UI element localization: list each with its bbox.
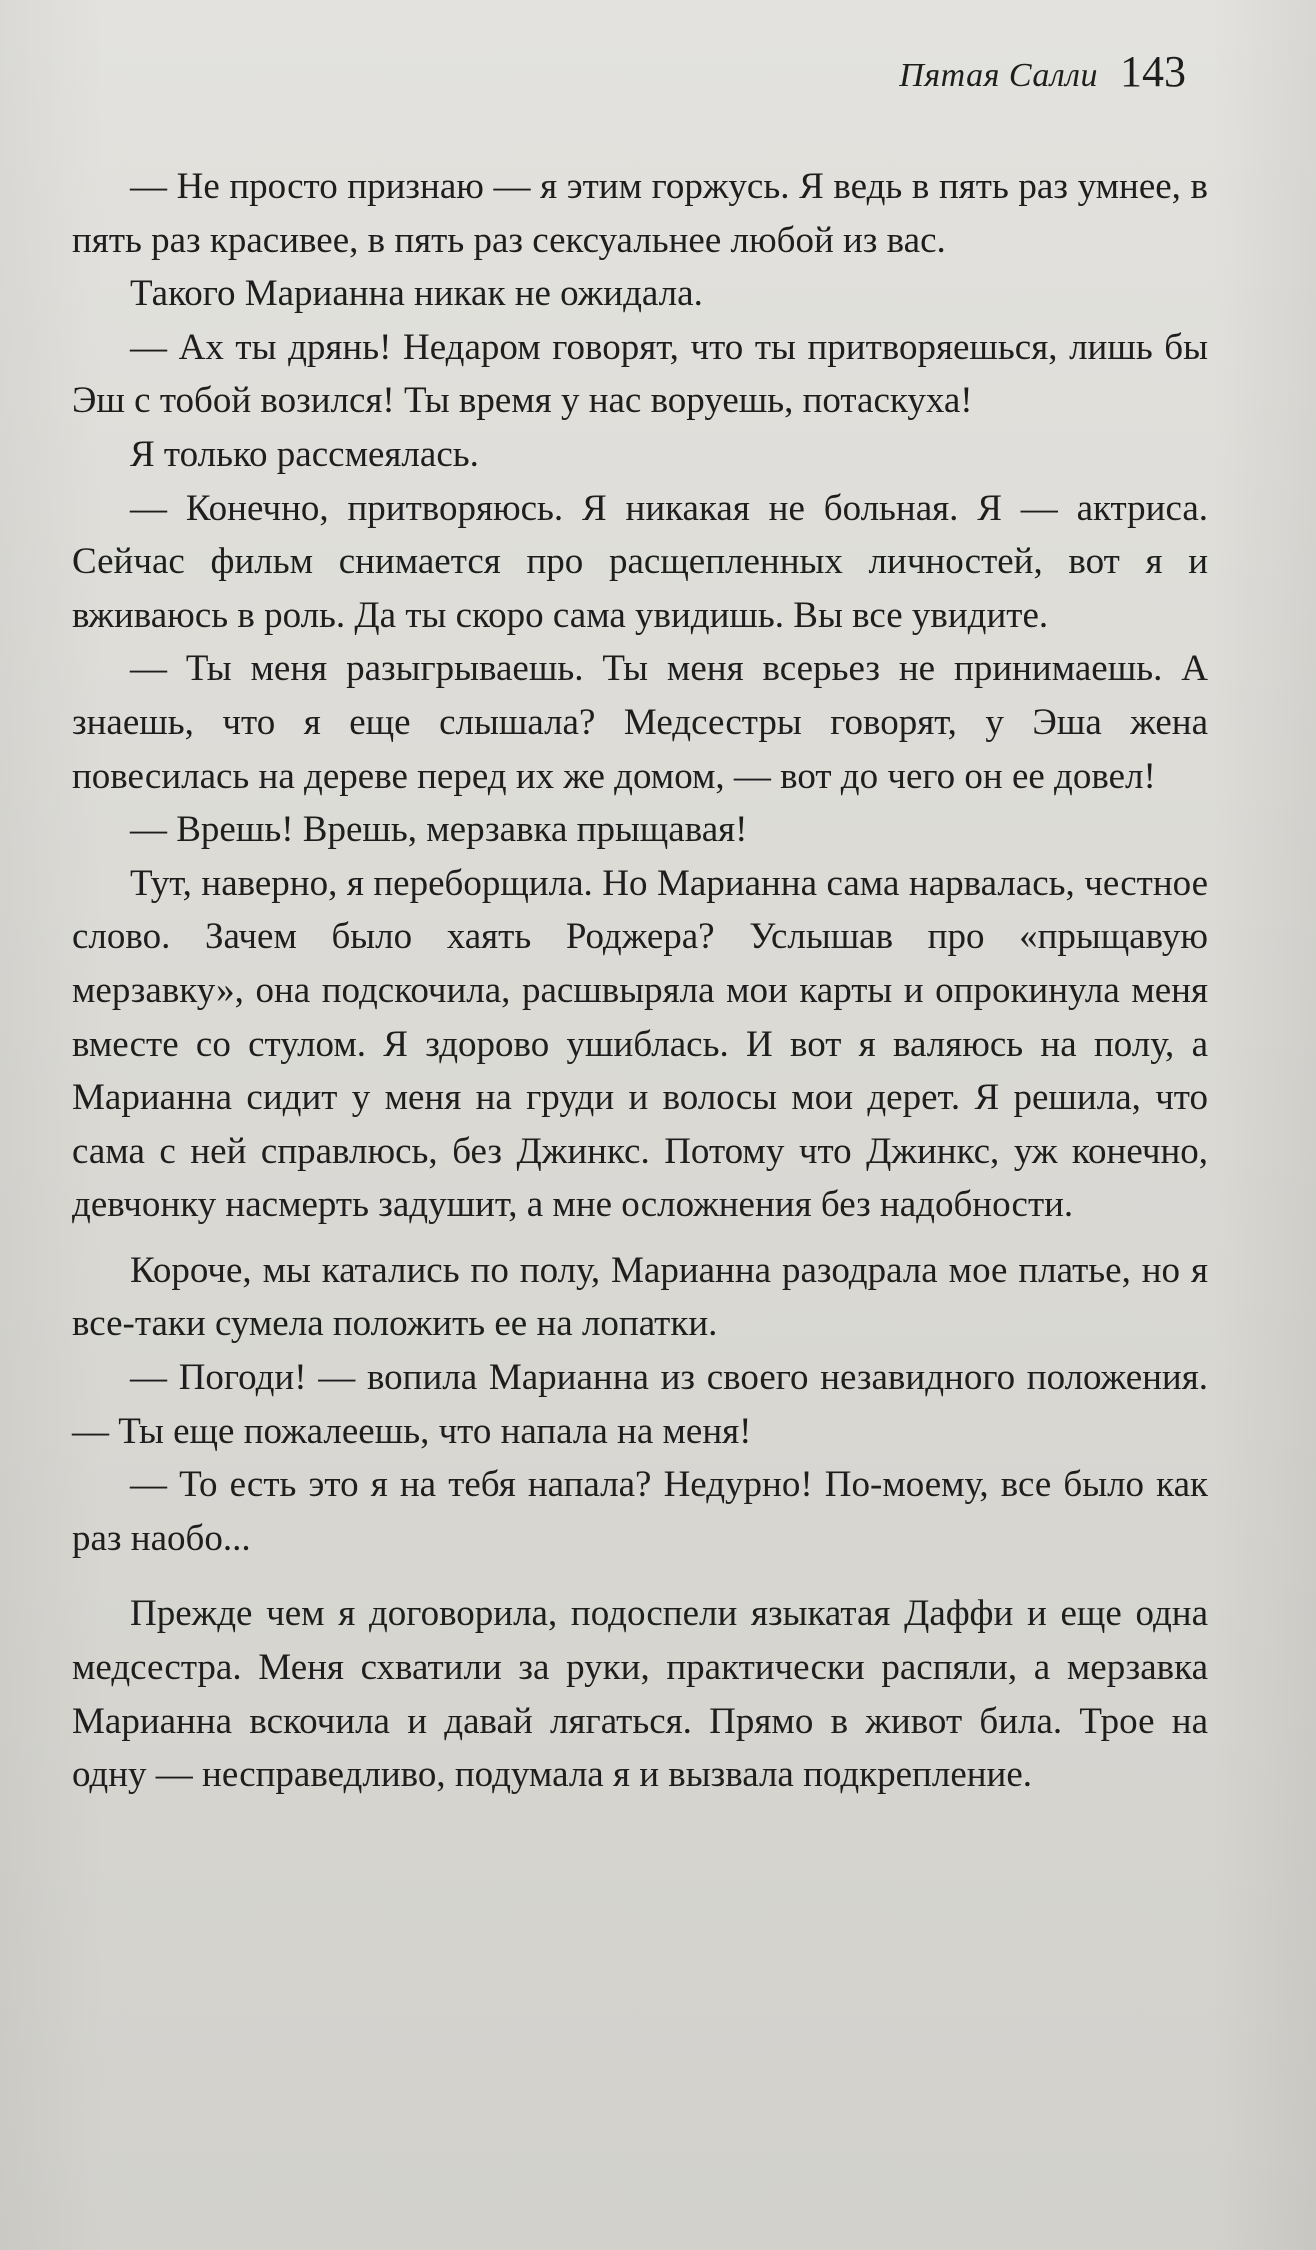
paragraph: — Врешь! Врешь, мерзавка прыщавая!: [130, 809, 748, 851]
paragraph: Я только рассмеялась.: [130, 433, 479, 475]
paragraph: — Погоди! — вопила Марианна из своего незавидного положения. — Ты еще пожалеешь, что напала на меня!: [72, 1357, 1208, 1452]
page-number: 143: [1120, 47, 1186, 96]
paragraph: Такого Марианна никак не ожидала.: [130, 273, 703, 315]
paragraph: — Ты меня разыгрываешь. Ты меня всерьез не принимаешь. А знаешь, что я еще слышала? Медсестры говорят, у Эша жена повесилась на дереве перед их же домом, — вот до чего он ее довел!: [72, 648, 1208, 797]
running-title: Пятая Салли: [899, 57, 1098, 94]
paragraph: Короче, мы катались по полу, Марианна разодрала мое платье, но я все-таки сумела положить ее на лопатки.: [72, 1249, 1208, 1345]
paragraph: Тут, наверно, я переборщила. Но Марианна сама нарвалась, честное слово. Зачем было хаять Роджера? Услышав про «прыщавую мерзавку», она подскочила, расшвыряла мои карты и опрокинула меня вместе со стулом. Я здорово ушиблась. И вот я валяюсь на полу, а Марианна сидит у меня на груди и волосы мои дерет. Я решила, что сама с ней справлюсь, без Джинкс. Потому что Джинкс, уж конечно, девчонку насмерть задушит, а мне осложнения без надобности.: [72, 862, 1208, 1226]
running-head: [899, 46, 1186, 97]
paragraph: — То есть это я на тебя напала? Недурно! По-моему, все было как раз наобо...: [72, 1464, 1208, 1559]
paragraph: Прежде чем я договорила, подоспели языкатая Даффи и еще одна медсестра. Меня схватили за руки, практически распяли, а мерзавка Марианна вскочила и давай лягаться. Прямо в живот била. Трое на одну — несправедливо, подумала я и вызвала подкрепление.: [72, 1593, 1208, 1796]
body-text: [72, 160, 1208, 1802]
paragraph: — Не просто признаю — я этим горжусь. Я ведь в пять раз умнее, в пять раз красивее, в пять раз сексуальнее любой из вас.: [72, 166, 1208, 261]
paragraph: — Ах ты дрянь! Недаром говорят, что ты притворяешься, лишь бы Эш с тобой возился! Ты время у нас воруешь, потаскуха!: [72, 326, 1208, 422]
paragraph: — Конечно, притворяюсь. Я никакая не больная. Я — актриса. Сейчас фильм снимается про расщепленных личностей, вот я и вживаюсь в роль. Да ты скоро сама увидишь. Вы все увидите.: [72, 487, 1208, 636]
